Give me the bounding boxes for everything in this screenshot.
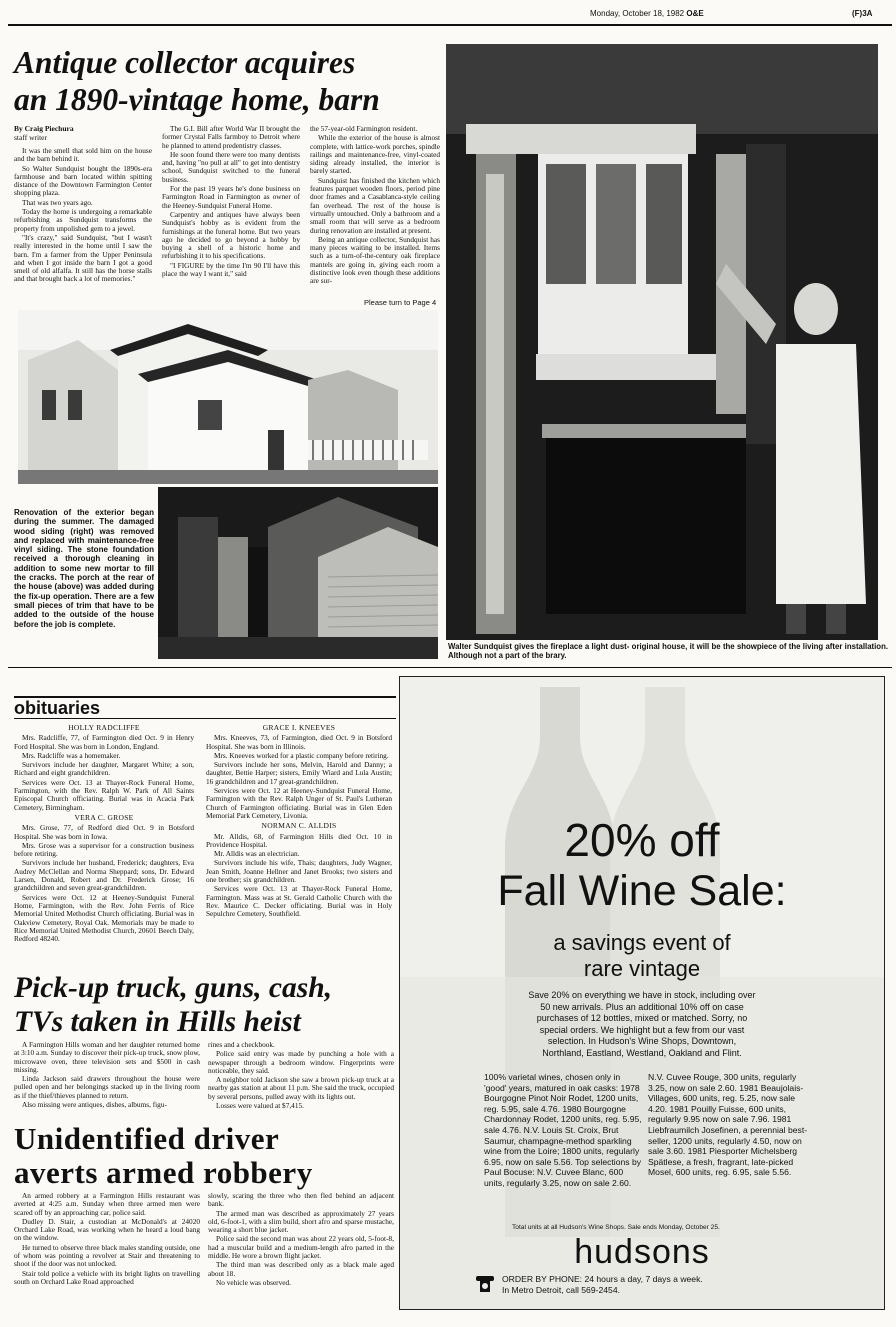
story2-column-2 <box>208 1041 394 1111</box>
house-exterior-photo <box>18 310 438 484</box>
hudsons-wine-ad <box>399 676 885 1310</box>
siding-photo <box>158 487 438 659</box>
story2-column-1 <box>14 1041 200 1110</box>
ad-footnote: Total units at all Hudson's Wine Shops. Sale ends Monday, October 25. <box>512 1224 720 1231</box>
paragraph: He turned to observe three black males standing outside, one of whom was pointing a revolver at Stair and threatening to shoot if the door was not unlocked. <box>14 1242 200 1269</box>
paragraph: Today the home is undergoing a remarkable refurbishing as Sundquist transforms the property from unpolished gem to a jewel. <box>14 207 152 233</box>
phone-icon <box>474 1273 496 1295</box>
ad-subhead-2: rare vintage <box>583 956 701 981</box>
paragraph: Survivors include her daughter, Margaret White; a son, Richard and eight grandchildren. <box>14 760 194 778</box>
obituaries-title: obituaries <box>14 698 101 718</box>
story1-column-3 <box>310 125 440 287</box>
paragraph: slowly, scaring the three who then fled behind an adjacent bank. <box>208 1191 394 1209</box>
obituary-name: VERA C. GROSE <box>74 812 134 822</box>
house-exterior-photo-image <box>18 310 438 484</box>
paragraph: Mrs. Radcliffe was a homemaker. <box>22 750 121 760</box>
story3-headline: Unidentified driver averts armed robbery <box>14 1121 313 1190</box>
obituary-name: NORMAN C. ALLDIS <box>261 821 337 831</box>
paragraph: He soon found there were too many dentists and, having "no pull at all" to get into dentistry school, Sundquist switched to the funeral business. <box>162 149 300 184</box>
paragraph: Mrs. Radcliffe, 77, of Farmington died Oct. 9 in Henry Ford Hospital. She was born in London, England. <box>14 733 194 751</box>
paragraph: A Farmington Hills woman and her daughter returned home at 3:10 a.m. Sunday to discover their pick-up truck, snow plow, microwave oven, three television sets and $500 in cash missing. <box>14 1040 200 1074</box>
paragraph: Mr. Alldis, 68, of Farmington Hills died Oct. 10 in Providence Hospital. <box>206 831 392 849</box>
paragraph: It was the smell that sold him on the house and the barn behind it. <box>14 146 152 164</box>
paragraph: Being an antique collector, Sundquist has many pieces waiting to be installed. Items such as a turn-of-the-century oak fireplace mantels are going in, giving each room a distinctive look even though these additions are sur- <box>310 234 440 286</box>
story1-headline: Antique collector acquires an 1890-vintage home, barn <box>14 45 380 117</box>
paragraph: Services were Oct. 13 at Thayer-Rock Funeral Home, Farmington. Mass was at St. Gerald Catholic Church with the Rev. Maurice C. Decker officiating. Burial was in Holy Sepulchre Cemetery, Southfield. <box>206 884 392 919</box>
paragraph: The armed man was described as approximately 27 years old, 6-foot-1, with a slim build, short afro and sparse mustache, wearing a short blue jacket. <box>208 1208 394 1235</box>
obituaries-rule-bottom <box>14 718 396 719</box>
obituaries-left-column <box>14 722 194 944</box>
paragraph: That was two years ago. <box>22 197 93 207</box>
story3-column-2 <box>208 1192 394 1288</box>
obituaries-right-column <box>206 722 392 920</box>
story2-headline: Pick-up truck, guns, cash, TVs taken in Hills heist <box>14 972 332 1038</box>
obituary-name: HOLLY RADCLIFFE <box>68 723 140 732</box>
siding-photo-image <box>158 487 438 659</box>
paragraph: While the exterior of the house is almost complete, with lattice-work porches, spindle railings and maintenance-free, vinyl-coated siding already installed, the interior is barely started. <box>310 133 440 176</box>
ad-order-by-phone <box>502 1274 872 1296</box>
story1-column-1 <box>14 147 152 285</box>
paragraph: For the past 19 years he's done business on Farmington Road in Farmington as owner of the Heeney-Sundquist Funeral Home. <box>162 184 300 210</box>
story3-column-1 <box>14 1192 200 1287</box>
section-rule <box>8 667 892 668</box>
paragraph: Also missing were antiques, dishes, albums, figu- <box>22 1100 167 1110</box>
order-line-1: ORDER BY PHONE: 24 hours a day, 7 days a week. <box>502 1274 703 1284</box>
paragraph: rines and a checkbook. <box>208 1040 275 1049</box>
paragraph: Survivors include her husband, Frederick; daughters, Eva Audrey McClellan and Norma Sheppard; sons, Dr. Edward Larsen, Donald, Robert and Dr. Frederick Grose; 16 grandchildren and seven great-grandchildren. <box>14 858 194 893</box>
paragraph: No vehicle was observed. <box>216 1277 291 1287</box>
paragraph: Dudley D. Stair, a custodian at McDonald's at 24020 Orchard Lake Road, was working when he heard a loud bang on the window. <box>14 1216 200 1243</box>
ad-subhead-1: a savings event of <box>553 930 731 955</box>
paragraph: Losses were valued at $7,415. <box>216 1101 304 1111</box>
exterior-cutline: Renovation of the exterior began during the summer. The damaged wood siding (right) was removed and replaced with maintenance-free vinyl siding. The stone foundation received a thorough cleaning in addition to some new mortar to fill the cracks. The porch at the rear of the house (above) was added during the fix-up operation. There are a few small pieces of trim that have to be added to the outside of the house before the job is complete. <box>14 508 154 629</box>
fireplace-photo-image <box>446 44 878 640</box>
jump-line: Please turn to Page 4 <box>364 298 437 307</box>
paragraph: The G.I. Bill after World War II brought the former Crystal Falls farmboy to Detroit where he planned to attend predentistry classes. <box>162 124 300 150</box>
paragraph: the 57-year-old Farmington resident. <box>310 124 418 133</box>
story1-byline: By Craig Piechura staff writer <box>14 124 74 142</box>
hudsons-logo: hudsons <box>574 1233 710 1271</box>
paragraph: Mrs. Kneeves, 73, of Farmington, died Oct. 9 in Botsford Hospital. She was born in Illinois. <box>206 733 392 751</box>
paragraph: Police said entry was made by punching a hole with a newspaper through a bedroom window. Fingerprints were noticeable, they said. <box>208 1049 394 1075</box>
ad-headline-sale: Fall Wine Sale: <box>497 867 787 915</box>
paragraph: Police said the second man was about 22 years old, 5-foot-8, had a muscular build and a medium-length afro parted in the middle. He wore a brown flight jacket. <box>208 1234 394 1261</box>
fireplace-cutline: Walter Sundquist gives the fireplace a light dust- original house, it will be the showpiece of the living after installation. Although not a part of the brary. <box>448 642 888 660</box>
paragraph: Mrs. Grose was a supervisor for a construction business before retiring. <box>14 840 194 859</box>
paragraph: Survivors include her sons, Melvin, Harold and Danny; a daughter, Bettie Harper; sisters, Emily Wiard and Lula Austin; 16 grandchildren and 17 great-grandchildren. <box>206 760 392 786</box>
paragraph: Sundquist has finished the kitchen which features parquet wooden floors, period pine door frames and a Casablanca-style ceiling fan overhead. The rest of the house is virtually untouched. Only a bathroom and a small room that will serve as a bedroom during renovation are installed at present. <box>310 175 440 235</box>
paragraph: Services were Oct. 12 at Heeney-Sundquist Funeral Home, Farmington, with the Rev. John Ferris of Rice Memorial United Methodist Church officiating. Burial was in Oakview Cemetery, Royal Oak. Memorials may be made to Rice Memorial United Methodist Church, 20601 Beech Daly, Redford 48240. <box>14 892 194 944</box>
paragraph: "I FIGURE by the time I'm 90 I'll have this place the way I want it," said <box>162 260 300 279</box>
paragraph: Carpentry and antiques have always been Sundquist's hobby as is evident from the furnishings at the funeral home. But two years ago he decided to go beyond a hobby by buying a shell of a historic home and refurbishing it to his specifications. <box>162 209 300 261</box>
paragraph: Mrs. Grose, 77, of Redford died Oct. 9 in Botsford Hospital. She was born in Iowa. <box>14 823 194 841</box>
obituary-name: GRACE I. KNEEVES <box>262 723 336 732</box>
ad-right-list: N.V. Cuvee Rouge, 300 units, regularly 3.25, now on sale 2.60. 1981 Beaujolais-Villages, 600 units, reg. 5.25, now sale 4.20. 1981 Pouilly Fuisse, 600 units, regularly 9.95 now on sale 7.96. 1981 Liebfraumilch Josefinen, a perennial best-seller, 1200 units, regularly 4.50, now on sale 3.60. 1981 Piesporter Michelsberg Spätlese, a fresh, fragrant, late-picked Mosel, 600 units, reg. 6.95, sale 5.56. <box>648 1072 808 1178</box>
page-number: (F)3A <box>852 9 873 18</box>
fireplace-photo <box>446 44 878 640</box>
ad-body: Save 20% on everything we have in stock, including over 50 new arrivals. Plus an additional 10% off on case purchases of 12 bottles, mixed or matched. Sorry, no special orders. We highlight but a few from our vast selection. In Hudson's Wine Shops, Downtown, Northland, Eastland, Westland, Oakland and Flint. <box>528 990 756 1058</box>
paragraph: The third man was described only as a black male aged about 18. <box>208 1260 394 1278</box>
paragraph: So Walter Sundquist bought the 1890s-era farmhouse and barn located within spitting distance of the Downtown Farmington Center shopping plaza. <box>14 163 152 198</box>
paragraph: Services were Oct. 13 at Thayer-Rock Funeral Home, Farmington, with the Rev. Ralph W. Park of All Saints Episcopal Church officiating. Burial was in Acacia Park Cemetery, Birmingham. <box>14 777 194 812</box>
paragraph: Survivors include his wife, Thais; daughters, Judy Wagner, Jean Smith, Joanne Hellner and Janet Brooks; two sisters and one brother; six grandchildren. <box>206 858 392 885</box>
order-line-2: In Metro Detroit, call 569-2454. <box>502 1285 620 1295</box>
story1-column-2 <box>162 125 300 279</box>
paragraph: "It's crazy," said Sundquist, "but I wasn't really interested in the home until I saw the barn. I'm a farmer from the Upper Peninsula and when I got inside the barn I got a good smell of old alfalfa. It still has the horse stalls and that brought back a lot of memories." <box>14 232 152 284</box>
issue-date: Monday, October 18, 1982 O&E <box>590 9 704 18</box>
top-rule <box>8 24 892 26</box>
paragraph: Services were Oct. 12 at Heeney-Sundquist Funeral Home, Farmington with the Rev. Ralph Unger of St. Paul's Lutheran Church of Farmington officiating. Burial was in Glen Eden Memorial Park Cemetery, Livonia. <box>206 786 392 820</box>
paragraph: A neighbor told Jackson she saw a brown pick-up truck at a nearby gas station at about 11 p.m. She said the truck, occupied by several persons, pulled away with its lights out. <box>208 1075 394 1101</box>
paragraph: An armed robbery at a Farmington Hills restaurant was averted at 4:25 a.m. Sunday when three armed men were scared off by an approaching car, police said. <box>14 1191 200 1217</box>
ad-left-list: 100% varietal wines, chosen only in 'good' years, matured in oak casks: 1978 Bourgogne Pinot Noir Rodet, 1200 units, reg. 5.95, sale 4.76. 1980 Bourgogne Chardonnay Rodet, 1200 units, reg. 5.95, sale 4.76. N.V. Louis St. Croix, Brut Saumur, champagne-method sparkling wine from the Loire; 1800 units, regularly 6.95, now on sale 5.56. Top selections by Paul Bocuse: N.V. Cuvee Blanc, 600 units, regularly 3.25, now on sale 2.60. <box>484 1072 642 1188</box>
paragraph: Stair told police a vehicle with its bright lights on travelling south on Orchard Lake Road approached <box>14 1268 200 1286</box>
paragraph: Mrs. Kneeves worked for a plastic company before retiring. <box>214 750 389 760</box>
paragraph: Mr. Alldis was an electrician. <box>214 849 300 859</box>
paragraph: Linda Jackson said drawers throughout the house were pulled open and her belongings stacked up in the living room as if the thief/thieves planned to return. <box>14 1074 200 1100</box>
ad-headline-percent: 20% off <box>564 814 720 866</box>
